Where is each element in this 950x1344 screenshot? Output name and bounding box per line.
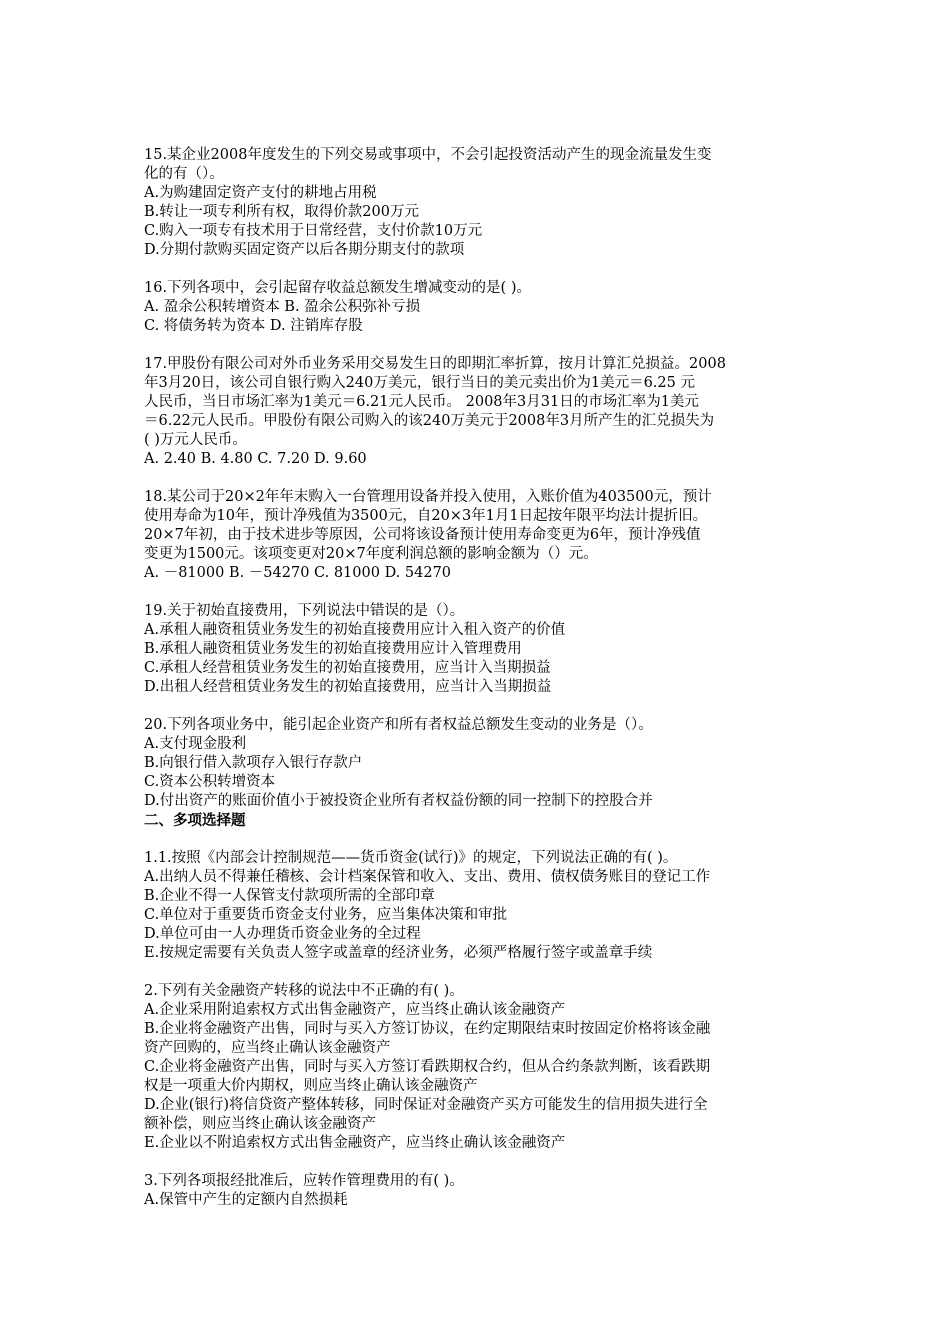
answer-option: D.单位可由一人办理货币资金业务的全过程: [144, 926, 421, 942]
answer-option: E.企业以不附追索权方式出售金融资产，应当终止确认该金融资产: [144, 1135, 566, 1151]
question-stem: 年3月20日，该公司自银行购入240万美元，银行当日的美元卖出价为1美元＝6.25 元: [144, 375, 695, 391]
question-stem: 变更为1500元。该项变更对20×7年度利润总额的影响金额为（）元。: [144, 546, 598, 562]
question-block: [144, 488, 816, 583]
answer-option: B.企业将金融资产出售，同时与买入方签订协议，在约定期限结束时按固定价格将该金融: [144, 1021, 711, 1037]
answer-option: A.承租人融资租赁业务发生的初始直接费用应计入租入资产的价值: [144, 622, 566, 638]
answer-option: B.转让一项专利所有权，取得价款200万元: [144, 204, 419, 220]
question-stem: 15.某企业2008年度发生的下列交易或事项中，不会引起投资活动产生的现金流量发生变: [144, 147, 712, 163]
question-stem: 18.某公司于20×2年年末购入一台管理用设备并投入使用，入账价值为403500元，预计: [144, 489, 712, 505]
question-block: [144, 849, 816, 963]
question-stem: ( )万元人民币。: [144, 432, 247, 448]
answer-option: C.资本公积转增资本: [144, 774, 276, 790]
answer-option: C.承租人经营租赁业务发生的初始直接费用，应当计入当期损益: [144, 660, 551, 676]
multi-choice-section: [144, 849, 816, 1210]
question-stem: 3.下列各项报经批准后，应转作管理费用的有( )。: [144, 1173, 464, 1189]
answer-option: 权是一项重大价内期权，则应当终止确认该金融资产: [144, 1078, 478, 1094]
answer-option: D.付出资产的账面价值小于被投资企业所有者权益份额的同一控制下的控股合并: [144, 793, 653, 809]
question-block: [144, 355, 816, 469]
question-block: [144, 982, 816, 1153]
question-block: [144, 1172, 816, 1210]
question-block: [144, 279, 816, 336]
answer-option: C.单位对于重要货币资金支付业务，应当集体决策和审批: [144, 907, 508, 923]
answer-option: E.按规定需要有关负责人签字或盖章的经济业务，必须严格履行签字或盖章手续: [144, 945, 653, 961]
answer-option: C. 将债务转为资本 D. 注销库存股: [144, 318, 363, 334]
document-page: [144, 146, 816, 1229]
answer-option: C.购入一项专有技术用于日常经营，支付价款10万元: [144, 223, 483, 239]
answer-option: A. 2.40 B. 4.80 C. 7.20 D. 9.60: [144, 451, 367, 467]
question-stem: 17.甲股份有限公司对外币业务采用交易发生日的即期汇率折算，按月计算汇兑损益。2008: [144, 356, 726, 372]
question-stem: 16.下列各项中，会引起留存收益总额发生增减变动的是( )。: [144, 280, 531, 296]
question-block: [144, 602, 816, 697]
answer-option: C.企业将金融资产出售，同时与买入方签订看跌期权合约，但从合约条款判断，该看跌期: [144, 1059, 711, 1075]
answer-option: A. －81000 B. －54270 C. 81000 D. 54270: [144, 565, 452, 581]
answer-option: B.向银行借入款项存入银行存款户: [144, 755, 363, 771]
question-stem: ＝6.22元人民币。甲股份有限公司购入的该240万美元于2008年3月所产生的汇兑损失为: [144, 413, 715, 429]
answer-option: A.保管中产生的定额内自然损耗: [144, 1192, 348, 1208]
answer-option: D.企业(银行)将信贷资产整体转移，同时保证对金融资产买方可能发生的信用损失进行全: [144, 1097, 708, 1113]
section-title-multi: 二、多项选择题: [144, 812, 246, 829]
answer-option: B.企业不得一人保管支付款项所需的全部印章: [144, 888, 435, 904]
question-stem: 20.下列各项业务中，能引起企业资产和所有者权益总额发生变动的业务是（）。: [144, 717, 653, 733]
question-stem: 2.下列有关金融资产转移的说法中不正确的有( )。: [144, 983, 464, 999]
answer-option: D.出租人经营租赁业务发生的初始直接费用，应当计入当期损益: [144, 679, 552, 695]
answer-option: A.企业采用附追索权方式出售金融资产，应当终止确认该金融资产: [144, 1002, 566, 1018]
question-stem: 19.关于初始直接费用，下列说法中错误的是（）。: [144, 603, 465, 619]
answer-option: D.分期付款购买固定资产以后各期分期支付的款项: [144, 242, 465, 258]
answer-option: A.为购建固定资产支付的耕地占用税: [144, 185, 377, 201]
question-block: [144, 716, 816, 811]
single-choice-section: [144, 146, 816, 811]
answer-option: A.出纳人员不得兼任稽核、会计档案保管和收入、支出、费用、债权债务账目的登记工作: [144, 869, 711, 885]
question-stem: 1.1.按照《内部会计控制规范——货币资金(试行)》的规定，下列说法正确的有( )。: [144, 850, 678, 866]
answer-option: B.承租人融资租赁业务发生的初始直接费用应计入管理费用: [144, 641, 522, 657]
question-stem: 人民币，当日市场汇率为1美元＝6.21元人民币。 2008年3月31日的市场汇率为1美元: [144, 394, 699, 410]
question-stem: 20×7年初，由于技术进步等原因，公司将该设备预计使用寿命变更为6年，预计净残值: [144, 527, 701, 543]
question-block: [144, 146, 816, 260]
answer-option: 额补偿，则应当终止确认该金融资产: [144, 1116, 376, 1132]
answer-option: 资产回购的，应当终止确认该金融资产: [144, 1040, 391, 1056]
question-stem: 化的有（）。: [144, 166, 224, 182]
answer-option: A. 盈余公积转增资本 B. 盈余公积弥补亏损: [144, 299, 421, 315]
question-stem: 使用寿命为10年，预计净残值为3500元，自20×3年1月1日起按年限平均法计提折旧。: [144, 508, 708, 524]
answer-option: A.支付现金股利: [144, 736, 247, 752]
